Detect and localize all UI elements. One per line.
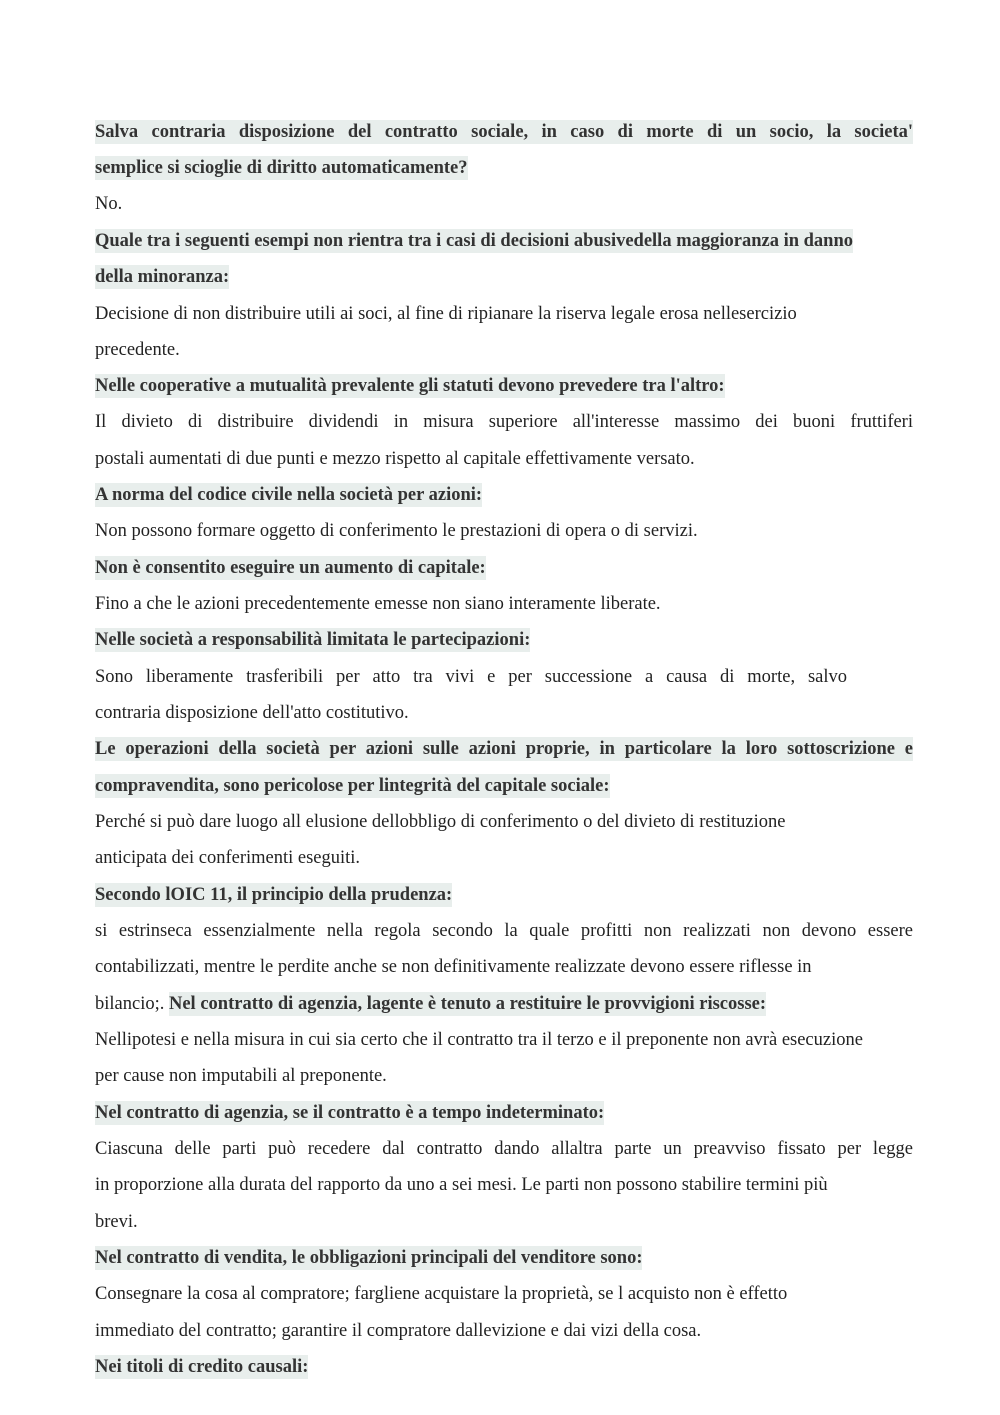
question-12: Nei titoli di credito causali: <box>95 1357 309 1377</box>
question-6: Nelle società a responsabilità limitata le partecipazioni: <box>95 630 531 650</box>
answer-1: No. <box>95 194 123 214</box>
answer-9-line-1: Nellipotesi e nella misura in cui sia certo che il contratto tra il terzo e il preponente non avrà esecuzione <box>95 1030 863 1050</box>
question-4: A norma del codice civile nella società per azioni: <box>95 485 483 505</box>
answer-10-line-3: brevi. <box>95 1212 138 1232</box>
answer-8-end: bilancio;. <box>95 994 165 1014</box>
answer-2-line-2: precedente. <box>95 340 180 360</box>
answer-8-line-2: contabilizzati, mentre le perdite anche se non definitivamente realizzate devono essere riflesse in <box>95 957 812 977</box>
answer-8-line-3 <box>95 990 766 1018</box>
question-5: Non è consentito eseguire un aumento di capitale: <box>95 558 486 578</box>
question-8: Secondo lOIC 11, il principio della prudenza: <box>95 885 453 905</box>
answer-5: Fino a che le azioni precedentemente emesse non siano interamente liberate. <box>95 594 661 614</box>
question-7-line-2: compravendita, sono pericolose per lintegrità del capitale sociale: <box>95 776 610 796</box>
answer-10-line-1: Ciascuna delle parti può recedere dal contratto dando allaltra parte un preavviso fissato per legge <box>95 1139 913 1159</box>
answer-11-line-2: immediato del contratto; garantire il compratore dallevizione e dai vizi della cosa. <box>95 1321 702 1341</box>
question-11: Nel contratto di vendita, le obbligazioni principali del venditore sono: <box>95 1248 643 1268</box>
question-3: Nelle cooperative a mutualità prevalente gli statuti devono prevedere tra l'altro: <box>95 376 725 396</box>
answer-7-line-1: Perché si può dare luogo all elusione dellobbligo di conferimento o del divieto di restituzione <box>95 812 786 832</box>
answer-7-line-2: anticipata dei conferimenti eseguiti. <box>95 848 361 868</box>
answer-10-line-2: in proporzione alla durata del rapporto da uno a sei mesi. Le parti non possono stabilire termini più <box>95 1175 828 1195</box>
question-1-line-1: Salva contraria disposizione del contratto sociale, in caso di morte di un socio, la societa' <box>95 122 913 142</box>
answer-11-line-1: Consegnare la cosa al compratore; fargliene acquistare la proprietà, se l acquisto non è effetto <box>95 1284 788 1304</box>
answer-8-line-1: si estrinseca essenzialmente nella regola secondo la quale profitti non realizzati non devono essere <box>95 921 913 941</box>
answer-6-line-1: Sono liberamente trasferibili per atto tra vivi e per successione a causa di morte, salvo <box>95 667 847 687</box>
answer-6-line-2: contraria disposizione dell'atto costitutivo. <box>95 703 409 723</box>
question-2-line-1: Quale tra i seguenti esempi non rientra tra i casi di decisioni abusivedella maggioranza in danno <box>95 231 854 251</box>
answer-4: Non possono formare oggetto di conferimento le prestazioni di opera o di servizi. <box>95 521 698 541</box>
question-7-line-1: Le operazioni della società per azioni sulle azioni proprie, in particolare la loro sottoscrizione e <box>95 739 913 759</box>
answer-3-line-2: postali aumentati di due punti e mezzo rispetto al capitale effettivamente versato. <box>95 449 695 469</box>
question-1-line-2: semplice si scioglie di diritto automaticamente? <box>95 158 468 178</box>
answer-3-line-1: Il divieto di distribuire dividendi in misura superiore all'interesse massimo dei buoni fruttiferi <box>95 412 913 432</box>
question-9: Nel contratto di agenzia, lagente è tenuto a restituire le provvigioni riscosse: <box>168 994 767 1014</box>
answer-2-line-1: Decisione di non distribuire utili ai soci, al fine di ripianare la riserva legale erosa nellesercizio <box>95 304 797 324</box>
answer-9-line-2: per cause non imputabili al preponente. <box>95 1066 387 1086</box>
question-2-line-2: della minoranza: <box>95 267 230 287</box>
question-10: Nel contratto di agenzia, se il contratto è a tempo indeterminato: <box>95 1103 605 1123</box>
